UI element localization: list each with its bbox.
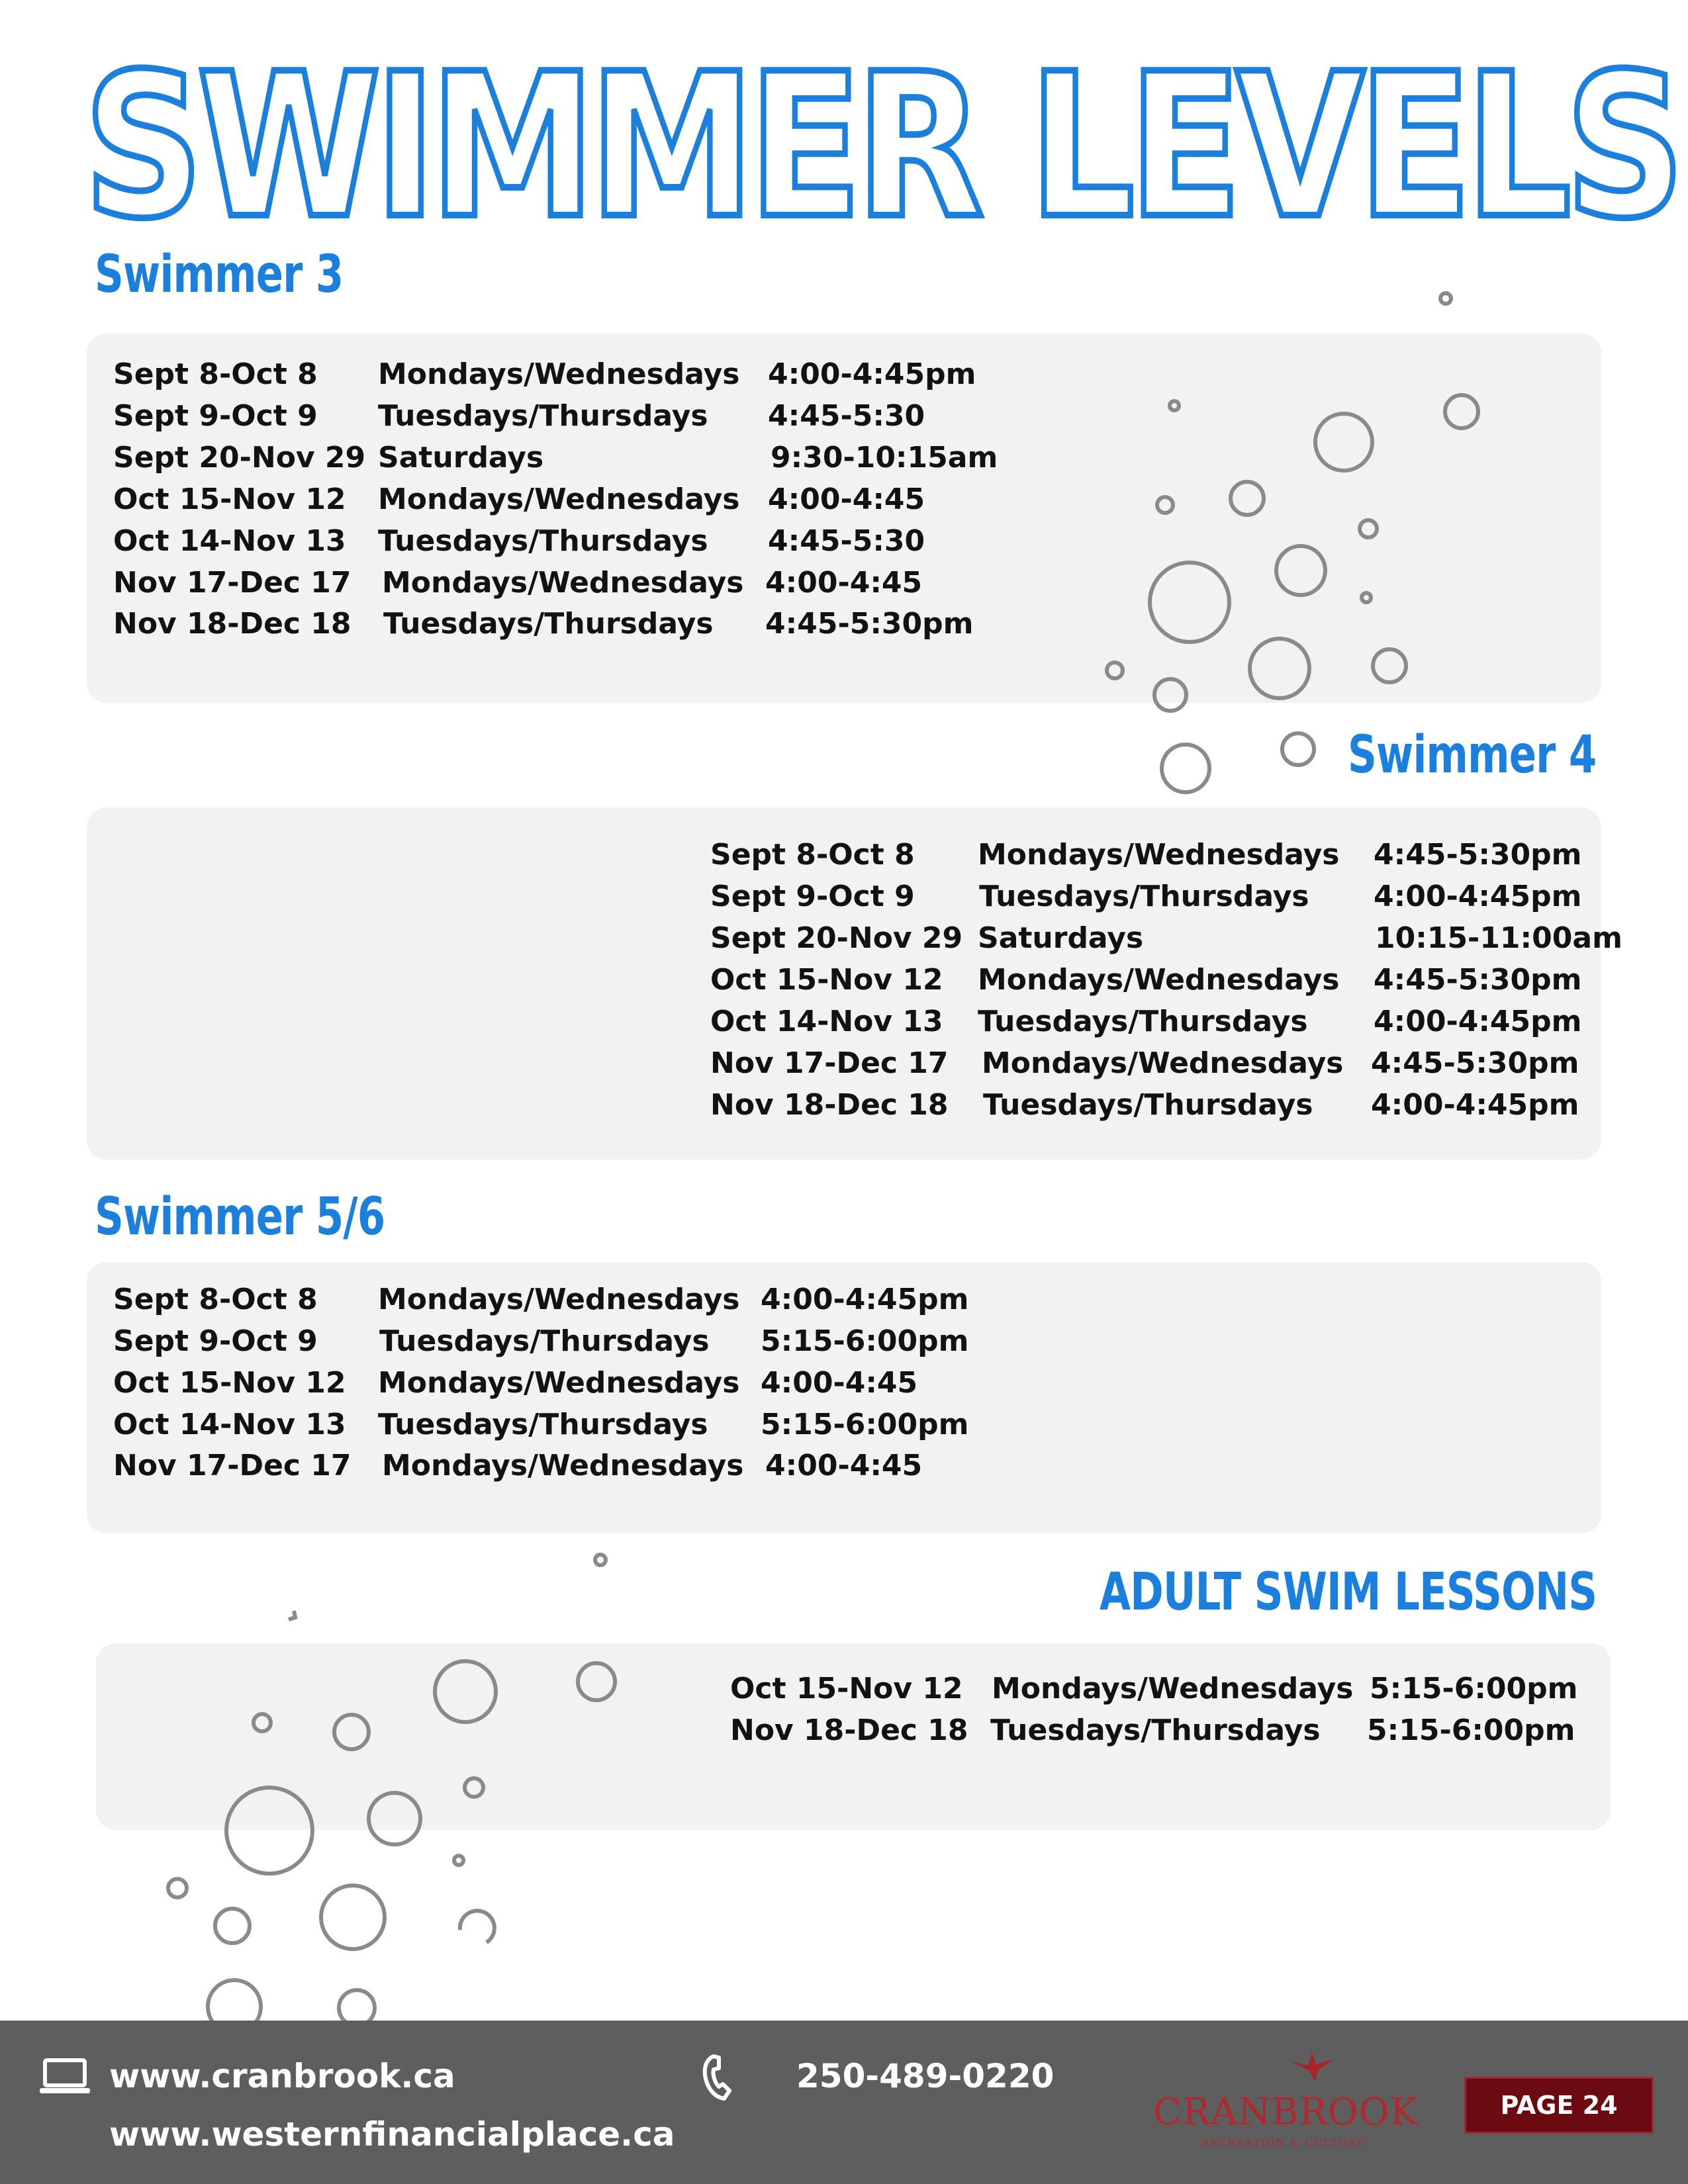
session-days: Mondays/Wednesdays	[982, 1046, 1344, 1080]
bubble	[454, 1856, 463, 1865]
session-days: Tuesdays/Thursdays	[378, 524, 708, 558]
session-days: Tuesdays/Thursdays	[379, 1324, 710, 1358]
session-time: 4:45-5:30pm	[765, 607, 974, 641]
session-days: Tuesdays/Thursdays	[983, 1088, 1313, 1122]
heading-swimmer-4: Swimmer 4	[1348, 725, 1597, 785]
session-days: Mondays/Wednesdays	[382, 1449, 744, 1482]
session-dates: Oct 14-Nov 13	[113, 524, 346, 558]
session-dates: Sept 8-Oct 8	[710, 838, 915, 872]
session-dates: Nov 18-Dec 18	[730, 1713, 968, 1747]
session-dates: Oct 15-Nov 12	[710, 963, 943, 997]
session-days: Tuesdays/Thursdays	[990, 1713, 1321, 1747]
logo-tagline: RECREATION & CULTURE	[1201, 2137, 1366, 2149]
schedule-row	[113, 353, 1437, 395]
schedule-row	[710, 1084, 1688, 1126]
schedule-row	[710, 1042, 1688, 1084]
schedule-row	[113, 1445, 1437, 1486]
schedule-row	[113, 562, 1437, 604]
session-time: 4:00-4:45	[768, 482, 925, 516]
schedule-row	[710, 959, 1688, 1001]
session-time: 4:45-5:30	[768, 399, 925, 433]
schedule-row	[113, 395, 1437, 437]
schedule-row	[710, 917, 1688, 959]
page-number-badge: PAGE 24	[1464, 2077, 1654, 2134]
session-time: 10:15-11:00am	[1375, 921, 1622, 955]
session-time: 4:00-4:45	[761, 1366, 918, 1400]
logo-wordmark: CRANBROOK	[1153, 2091, 1419, 2134]
session-days: Mondays/Wednesdays	[978, 963, 1340, 997]
session-dates: Sept 9-Oct 9	[113, 1324, 318, 1358]
session-dates: Nov 17-Dec 17	[113, 566, 352, 600]
session-days: Tuesdays/Thursdays	[978, 1005, 1308, 1038]
session-days: Mondays/Wednesdays	[978, 838, 1340, 872]
session-dates: Sept 8-Oct 8	[113, 1283, 318, 1316]
website-link-westernfinancialplace[interactable]: www.westernfinancialplace.ca	[109, 2115, 675, 2154]
session-dates: Nov 18-Dec 18	[710, 1088, 949, 1122]
session-days: Tuesdays/Thursdays	[378, 399, 708, 433]
bubble	[595, 1555, 606, 1565]
session-time: 4:00-4:45pm	[1374, 880, 1582, 913]
session-dates: Sept 20-Nov 29	[710, 921, 963, 955]
session-dates: Sept 9-Oct 9	[710, 880, 915, 913]
session-time: 4:45-5:30	[768, 524, 925, 558]
session-dates: Oct 14-Nov 13	[113, 1408, 346, 1441]
session-dates: Oct 15-Nov 12	[113, 482, 346, 516]
session-dates: Sept 9-Oct 9	[113, 399, 318, 433]
session-time: 4:00-4:45	[765, 566, 923, 600]
session-days: Mondays/Wednesdays	[382, 566, 744, 600]
schedule-row	[730, 1668, 1688, 1709]
schedule-row	[730, 1709, 1688, 1751]
session-dates: Sept 20-Nov 29	[113, 441, 366, 475]
schedule-row	[710, 834, 1688, 876]
session-time: 5:15-6:00pm	[1370, 1672, 1578, 1706]
bubble	[1440, 293, 1451, 304]
session-time: 4:00-4:45pm	[1374, 1005, 1582, 1038]
schedule-row	[113, 1404, 1437, 1445]
session-time: 4:00-4:45pm	[761, 1283, 969, 1316]
laptop-icon	[40, 2058, 90, 2096]
session-time: 4:45-5:30pm	[1374, 838, 1582, 872]
session-days: Tuesdays/Thursdays	[383, 607, 714, 641]
schedule-row	[710, 876, 1688, 917]
phone-icon	[702, 2052, 739, 2101]
session-days: Saturdays	[378, 441, 544, 475]
page-title: SWIMMER LEVELS	[83, 31, 1679, 262]
schedule-row	[113, 437, 1437, 478]
session-time: 4:00-4:45pm	[1371, 1088, 1579, 1122]
session-days: Tuesdays/Thursdays	[378, 1408, 708, 1441]
session-dates: Nov 17-Dec 17	[710, 1046, 949, 1080]
schedule-row	[113, 1320, 1437, 1362]
session-days: Mondays/Wednesdays	[378, 357, 740, 391]
heading-swimmer-5-6: Swimmer 5/6	[95, 1187, 385, 1247]
bubble	[168, 1879, 187, 1897]
session-days: Tuesdays/Thursdays	[979, 880, 1309, 913]
schedule-row	[113, 478, 1437, 520]
session-dates: Nov 18-Dec 18	[113, 607, 352, 641]
bubble	[289, 1611, 295, 1619]
session-dates: Oct 15-Nov 12	[113, 1366, 346, 1400]
session-dates: Oct 14-Nov 13	[710, 1005, 943, 1038]
phone-number[interactable]: 250-489-0220	[796, 2057, 1055, 2095]
bubble	[1162, 745, 1209, 792]
session-days: Saturdays	[978, 921, 1144, 955]
schedule-row	[710, 1001, 1688, 1042]
session-days: Mondays/Wednesdays	[992, 1672, 1354, 1706]
session-time: 4:00-4:45pm	[768, 357, 976, 391]
bubble	[321, 1886, 385, 1949]
schedule-row	[113, 1362, 1437, 1404]
session-time: 5:15-6:00pm	[761, 1408, 969, 1441]
session-time: 4:45-5:30pm	[1374, 963, 1582, 997]
bird-logo-icon	[1289, 2047, 1336, 2083]
session-time: 4:45-5:30pm	[1371, 1046, 1579, 1080]
session-dates: Nov 17-Dec 17	[113, 1449, 352, 1482]
schedule-row	[113, 520, 1437, 562]
heading-adult-swim-lessons: ADULT SWIM LESSONS	[1100, 1563, 1597, 1622]
bubble	[1282, 733, 1314, 765]
session-dates: Sept 8-Oct 8	[113, 357, 318, 391]
session-days: Mondays/Wednesdays	[378, 1283, 740, 1316]
session-days: Mondays/Wednesdays	[378, 482, 740, 516]
schedule-row	[113, 603, 1437, 645]
website-link-cranbrook[interactable]: www.cranbrook.ca	[109, 2057, 455, 2095]
bubble	[460, 1911, 494, 1942]
session-time: 9:30-10:15am	[771, 441, 998, 475]
heading-swimmer-3: Swimmer 3	[95, 245, 344, 304]
session-time: 4:00-4:45	[765, 1449, 923, 1482]
session-dates: Oct 15-Nov 12	[730, 1672, 963, 1706]
bubble	[215, 1909, 250, 1943]
footer-bar	[0, 2021, 1688, 2184]
session-days: Mondays/Wednesdays	[378, 1366, 740, 1400]
schedule-row	[113, 1279, 1437, 1320]
session-time: 5:15-6:00pm	[1367, 1713, 1575, 1747]
session-time: 5:15-6:00pm	[761, 1324, 969, 1358]
